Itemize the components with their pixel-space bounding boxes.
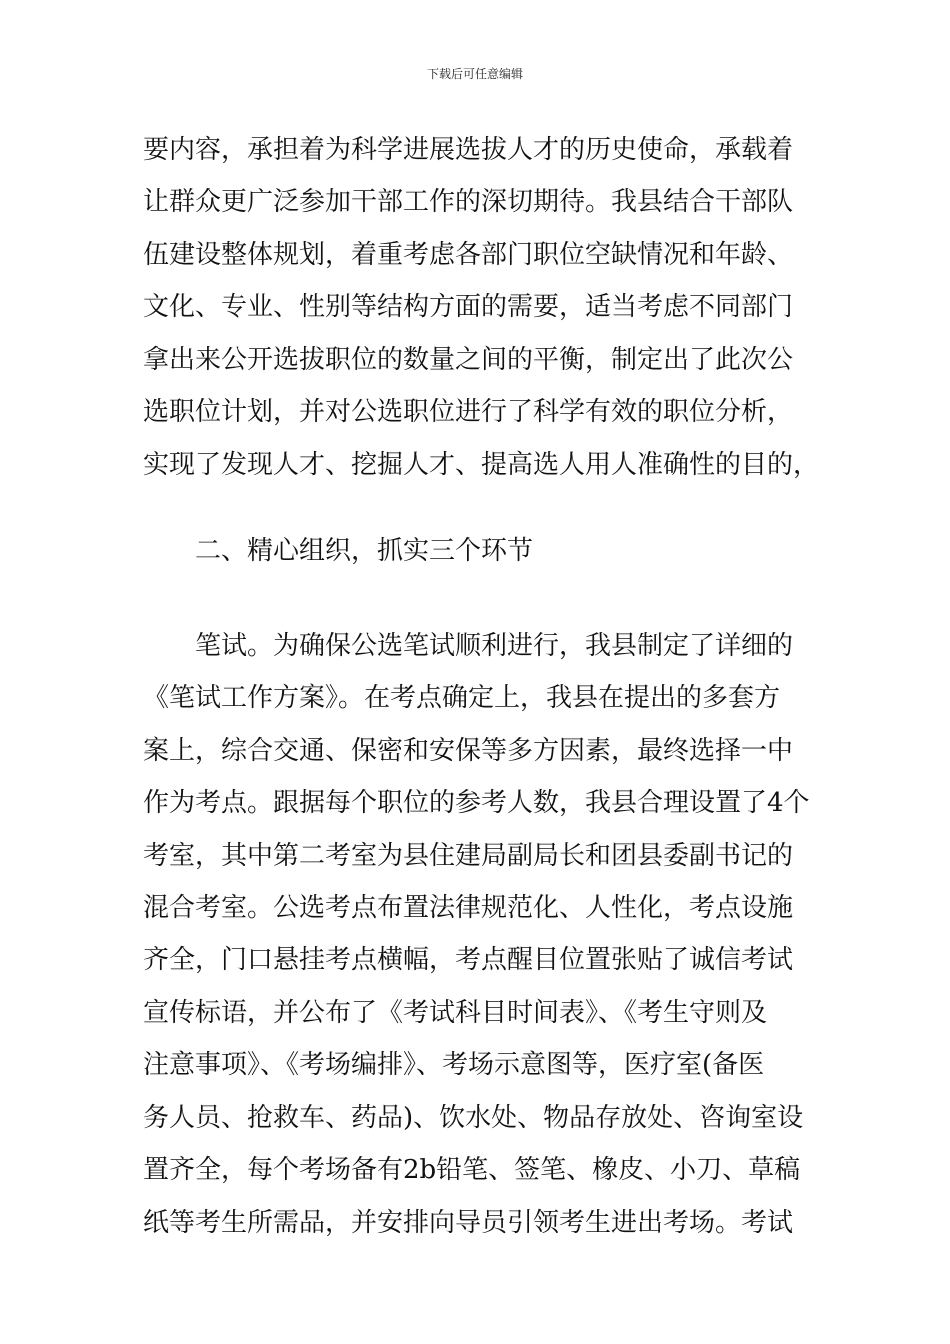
text-line: 要内容，承担着为科学进展选拔人才的历史使命，承载着 (143, 135, 794, 165)
text-line: 笔试。为确保公选笔试顺利进行，我县制定了详细的 (143, 631, 794, 661)
text-line: 实现了发现人才、挖掘人才、提高选人用人准确性的目的， (143, 450, 820, 480)
text-line: 伍建设整体规划，着重考虑各部门职位空缺情况和年龄、 (143, 240, 794, 270)
text-line: 案上，综合交通、保密和安保等多方因素，最终选择一中 (143, 736, 794, 766)
text-line: 拿出来公开选拔职位的数量之间的平衡，制定出了此次公 (143, 345, 794, 375)
text-line: 让群众更广泛参加干部工作的深切期待。我县结合干部队 (143, 187, 794, 217)
text-line: 考室，其中第二考室为县住建局副局长和团县委副书记的 (143, 841, 794, 871)
text-line: 宣传标语，并公布了《考试科目时间表》、《考生守则及 (143, 998, 768, 1028)
text-line: 混合考室。公选考点布置法律规范化、人性化，考点设施 (143, 893, 794, 923)
text-line: 置齐全，每个考场备有2b铅笔、签笔、橡皮、小刀、草稿 (143, 1155, 801, 1185)
text-line: 注意事项》、《考场编排》、考场示意图等，医疗室(备医 (143, 1050, 765, 1080)
text-line: 作为考点。跟据每个职位的参考人数，我县合理设置了4个 (143, 788, 810, 818)
text-line: 务人员、抢救车、药品)、饮水处、物品存放处、咨询室设 (143, 1103, 804, 1133)
page-header: 下载后可任意编辑 (426, 67, 523, 81)
text-line: 《笔试工作方案》。在考点确定上，我县在提出的多套方 (143, 683, 781, 713)
section-heading: 二、精心组织，抓实三个环节 (143, 536, 534, 566)
text-line: 选职位计划，并对公选职位进行了科学有效的职位分析， (143, 397, 794, 427)
text-line: 纸等考生所需品，并安排向导员引领考生进出考场。考试 (143, 1208, 794, 1238)
text-line: 文化、专业、性别等结构方面的需要，适当考虑不同部门 (143, 292, 794, 322)
text-line: 齐全，门口悬挂考点横幅，考点醒目位置张贴了诚信考试 (143, 945, 794, 975)
